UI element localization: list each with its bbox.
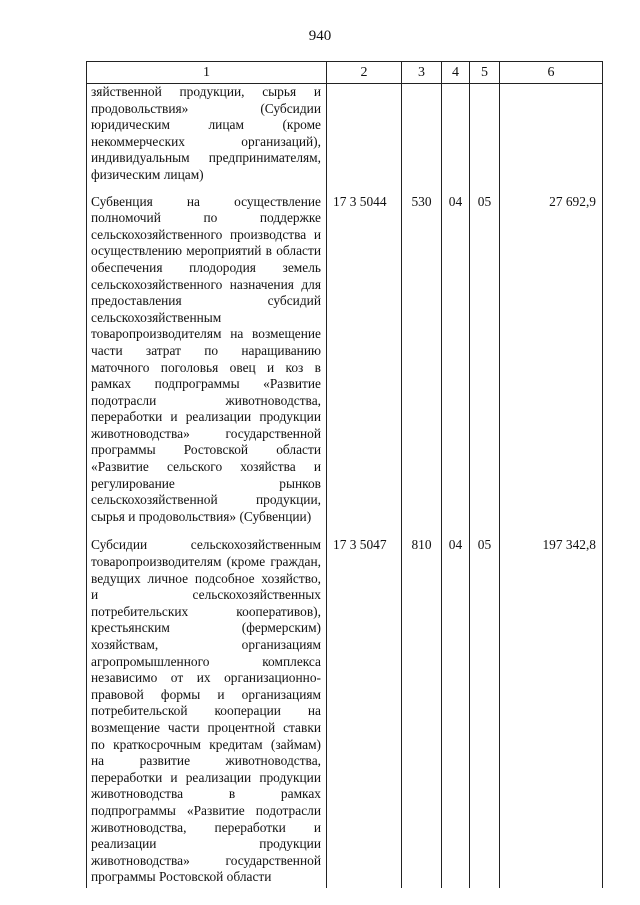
- row-pr: [470, 84, 500, 194]
- row-rz: [442, 84, 470, 194]
- row-vr: [402, 84, 442, 194]
- row-amount: 197 342,8: [500, 537, 603, 887]
- table-row: [87, 84, 603, 194]
- header-col-pr: 5: [470, 62, 500, 84]
- row-code: 17 3 5047: [327, 537, 402, 887]
- table-row: [87, 194, 603, 538]
- row-name: Субвенция на осуществление полномочий по поддержке сельскохозяйственного производства и осуществлению мероприятий в области обеспечения плодородия земель сельскохозяйственного назначения для предоставления субсидий сельскохозяйственным товаропроизводителям на возмещение части затрат по наращиванию маточного поголовья овец и коз в рамках подпрограммы «Развитие подотрасли животноводства, переработки и реализации продукции животноводства» государственной программы Ростовской области «Развитие сельского хозяйства и регулирование рынков сельскохозяйственной продукции, сырья и продовольствия» (Субвенции): [87, 194, 327, 538]
- row-pr: 05: [470, 194, 500, 538]
- row-code: 17 3 5044: [327, 194, 402, 538]
- row-vr: 530: [402, 194, 442, 538]
- row-amount: [500, 84, 603, 194]
- header-col-rz: 4: [442, 62, 470, 84]
- table-row: [87, 537, 603, 887]
- budget-table: [86, 61, 603, 888]
- row-code: [327, 84, 402, 194]
- header-col-name: 1: [87, 62, 327, 84]
- row-vr: 810: [402, 537, 442, 887]
- page-number: 940: [308, 28, 332, 44]
- header-col-code: 2: [327, 62, 402, 84]
- row-rz: 04: [442, 194, 470, 538]
- row-pr: 05: [470, 537, 500, 887]
- header-col-vr: 3: [402, 62, 442, 84]
- row-name: зяйственной продукции, сырья и продовольствия» (Субсидии юридическим лицам (кроме некоммерческих организаций), индивидуальным предпринимателям, физическим лицам): [87, 84, 327, 194]
- header-col-amount: 6: [500, 62, 603, 84]
- row-amount: 27 692,9: [500, 194, 603, 538]
- row-name: Субсидии сельскохозяйственным товаропроизводителям (кроме граждан, ведущих личное подсобное хозяйство, и сельскохозяйственных потребительских кооперативов), крестьянским (фермерским) хозяйствам, организациям агропромышленного комплекса независимо от их организационно-правовой формы и организациям потребительской кооперации на возмещение части процентной ставки по краткосрочным кредитам (займам) на развитие животноводства, переработки и реализации продукции животноводства в рамках подпрограммы «Развитие подотрасли животноводства, переработки и реализации продукции животноводства» государственной программы Ростовской области: [87, 537, 327, 887]
- row-rz: 04: [442, 537, 470, 887]
- header-row: [87, 62, 603, 84]
